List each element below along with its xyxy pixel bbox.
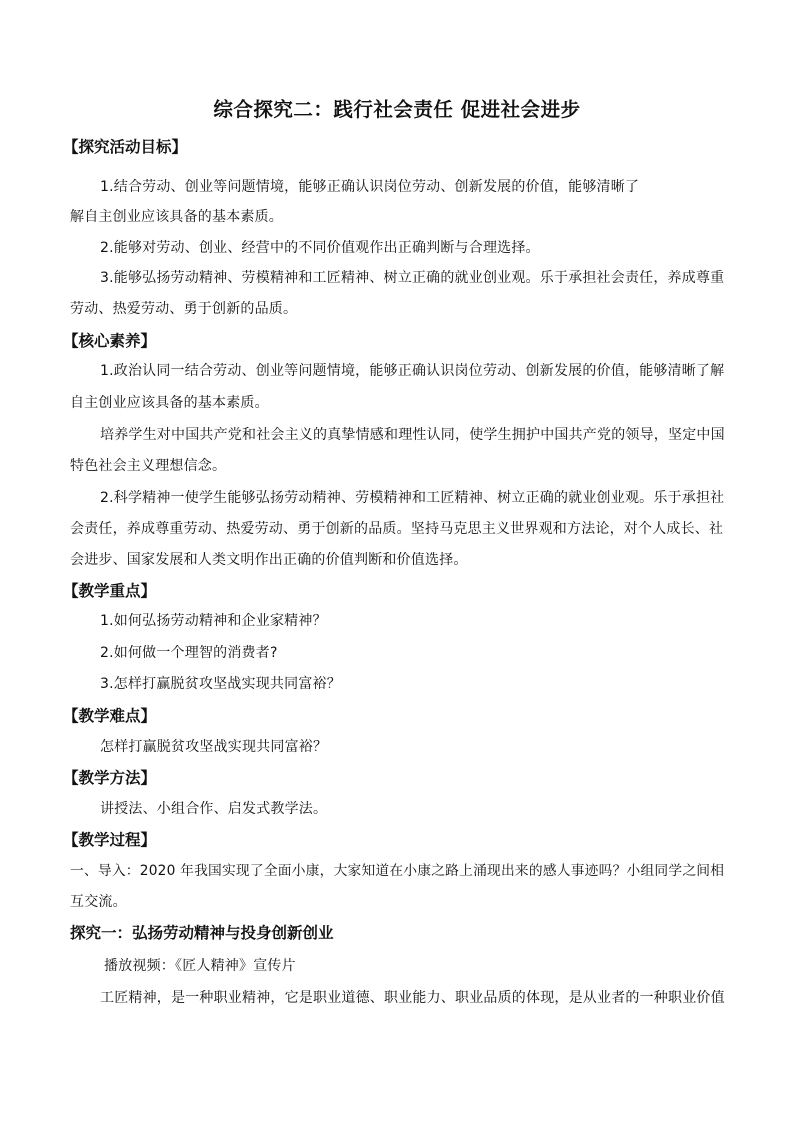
heading-goals: 【探究活动目标】 [63,137,188,156]
literacy-item2-line2: 会责任，养成尊重劳动、热爱劳动、勇于创新的品质。坚持马克思主义世界观和方法论，对个人成长、社 [70,521,724,537]
video-line: 播放视频：《匠人精神》宣传片 [104,958,296,974]
methods-item: 讲授法、小组合作、启发式教学法。 [100,801,328,817]
literacy-item2-line1: 2.科学精神一使学生能够弘扬劳动精神、劳模精神和工匠精神、树立正确的就业创业观。乐于承担社 [100,490,725,506]
craftsman-paragraph-line1: 工匠精神，是一种职业精神，它是职业道德、职业能力、职业品质的体现，是从业者的一种职业价值 [100,990,725,1006]
key-point-1: 1.如何弘扬劳动精神和企业家精神？ [100,613,327,629]
page-title: 综合探究二：践行社会责任 促进社会进步 [213,98,581,121]
goals-item3-line1: 3.能够弘扬劳动精神、劳模精神和工匠精神、树立正确的就业创业观。乐于承担社会责任，养成尊重 [100,270,725,286]
process-intro-line1: 一、导入：2020 年我国实现了全面小康，大家知道在小康之路上涌现出来的感人事迹吗？小组同学之间相 [70,863,725,879]
key-point-2: 2.如何做一个理智的消费者? [100,645,278,661]
heading-difficulty: 【教学难点】 [63,706,157,725]
section-heading-inquiry1: 探究一：弘扬劳动精神与投身创新创业 [70,923,334,942]
difficulty-item: 怎样打赢脱贫攻坚战实现共同富裕？ [100,739,328,755]
goals-item1-line2: 解自主创业应该具备的基本素质。 [70,209,283,225]
goals-item3-line2: 劳动、热爱劳动、勇于创新的品质。 [70,301,298,317]
heading-process: 【教学过程】 [63,830,157,849]
literacy-para-line2: 特色社会主义理想信念。 [70,458,227,474]
literacy-item1-line1: 1.政治认同一结合劳动、创业等问题情境，能够正确认识岗位劳动、创新发展的价值，能够清晰了解 [100,363,725,379]
process-intro-line2: 互交流。 [70,894,127,910]
goals-item2: 2.能够对劳动、创业、经营中的不同价值观作出正确判断与合理选择。 [100,240,540,256]
literacy-item2-line3: 会进步、国家发展和人类文明作出正确的价值判断和价值选择。 [70,552,468,568]
literacy-item1-line2: 自主创业应该具备的基本素质。 [70,395,269,411]
key-point-3: 3.怎样打赢脱贫攻坚战实现共同富裕？ [100,676,341,692]
goals-item1-line1: 1.结合劳动、创业等问题情境，能够正确认识岗位劳动、创新发展的价值，能够清晰了 [100,179,640,195]
heading-literacy: 【核心素养】 [63,331,157,350]
heading-key-points: 【教学重点】 [63,581,157,600]
literacy-para-line1: 培养学生对中国共产党和社会主义的真挚情感和理性认同，使学生拥护中国共产党的领导，坚定中国 [100,427,725,443]
heading-methods: 【教学方法】 [63,768,157,787]
